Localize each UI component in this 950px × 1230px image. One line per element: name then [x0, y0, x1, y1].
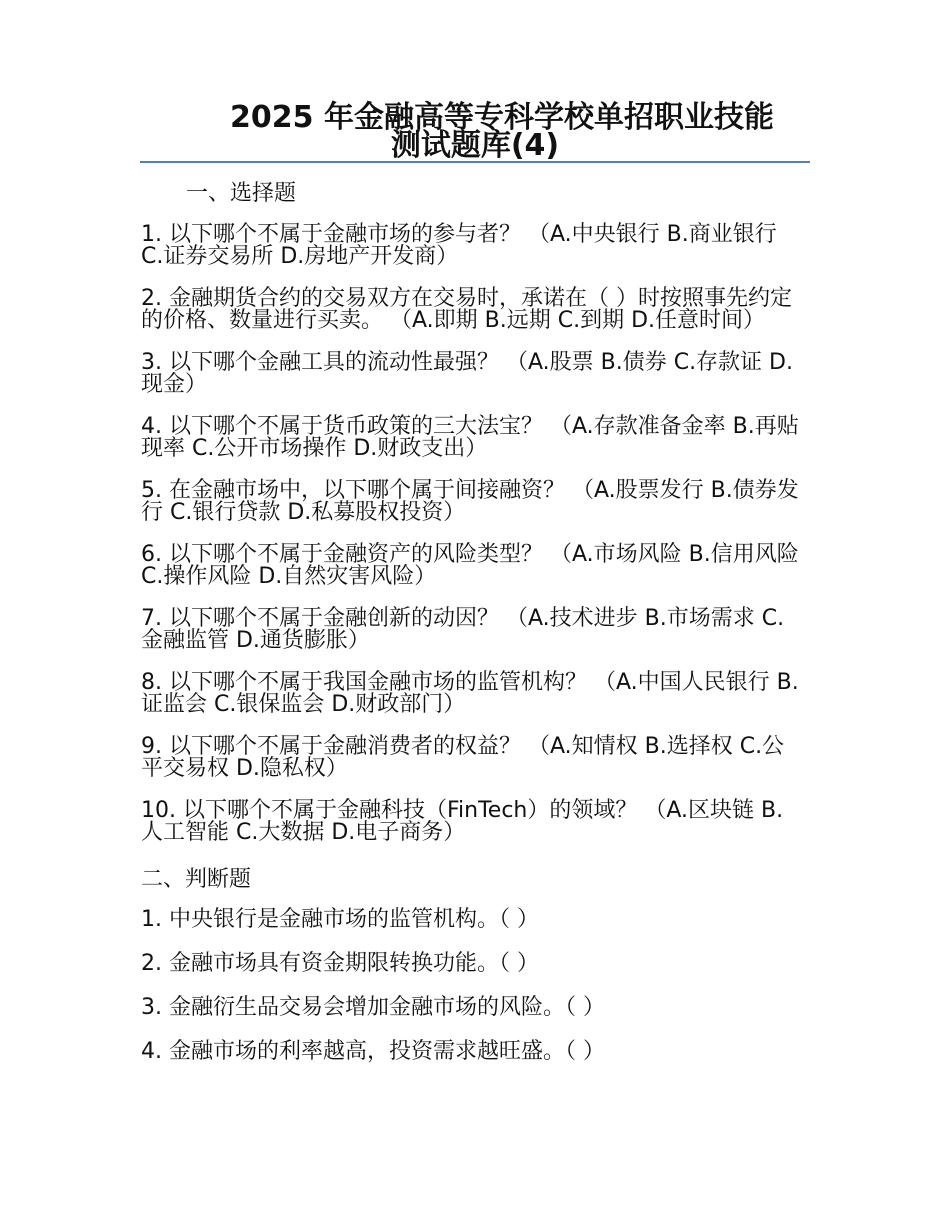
choice-question: 8. 以下哪个不属于我国金融市场的监管机构？ （A.中国人民银行 B.证监会 C.银保监会 D.财政部门） — [141, 670, 799, 717]
section-heading-choice: 一、选择题 — [186, 181, 297, 206]
choice-question: 6. 以下哪个不属于金融资产的风险类型？ （A.市场风险 B.信用风险 C.操作风险 D.自然灾害风险） — [141, 542, 799, 589]
document-title — [140, 100, 810, 163]
title-divider — [140, 161, 810, 163]
title-line-1: 2025 年金融高等专科学校单招职业技能 — [230, 100, 774, 135]
judgment-question: 4. 金融市场的利率越高，投资需求越旺盛。（ ） — [141, 1039, 605, 1064]
choice-question: 7. 以下哪个不属于金融创新的动因？ （A.技术进步 B.市场需求 C.金融监管 D.通货膨胀） — [141, 606, 785, 653]
document-body — [141, 178, 801, 1082]
section-heading-judgment: 二、判断题 — [141, 867, 252, 892]
choice-question: 9. 以下哪个不属于金融消费者的权益？ （A.知情权 B.选择权 C.公平交易权 D.隐私权） — [141, 734, 785, 781]
choice-question: 10. 以下哪个不属于金融科技（FinTech）的领域？ （A.区块链 B.人工智能 C.大数据 D.电子商务） — [141, 798, 784, 845]
choice-question: 5. 在金融市场中，以下哪个属于间接融资？ （A.股票发行 B.债券发行 C.银行贷款 D.私募股权投资） — [141, 478, 799, 525]
title-line-2: 测试题库(4) — [390, 128, 560, 163]
judgment-question: 2. 金融市场具有资金期限转换功能。（ ） — [141, 951, 539, 976]
choice-question: 4. 以下哪个不属于货币政策的三大法宝？ （A.存款准备金率 B.再贴现率 C.公开市场操作 D.财政支出） — [141, 414, 799, 461]
choice-question: 2. 金融期货合约的交易双方在交易时，承诺在（ ）时按照事先约定的价格、数量进行买卖。 （A.即期 B.远期 C.到期 D.任意时间） — [141, 286, 792, 333]
choice-question: 1. 以下哪个不属于金融市场的参与者？ （A.中央银行 B.商业银行 C.证券交易所 D.房地产开发商） — [141, 222, 777, 269]
judgment-question: 1. 中央银行是金融市场的监管机构。（ ） — [141, 907, 539, 932]
choice-question: 3. 以下哪个金融工具的流动性最强？ （A.股票 B.债券 C.存款证 D.现金） — [141, 350, 793, 397]
judgment-question: 3. 金融衍生品交易会增加金融市场的风险。（ ） — [141, 995, 605, 1020]
